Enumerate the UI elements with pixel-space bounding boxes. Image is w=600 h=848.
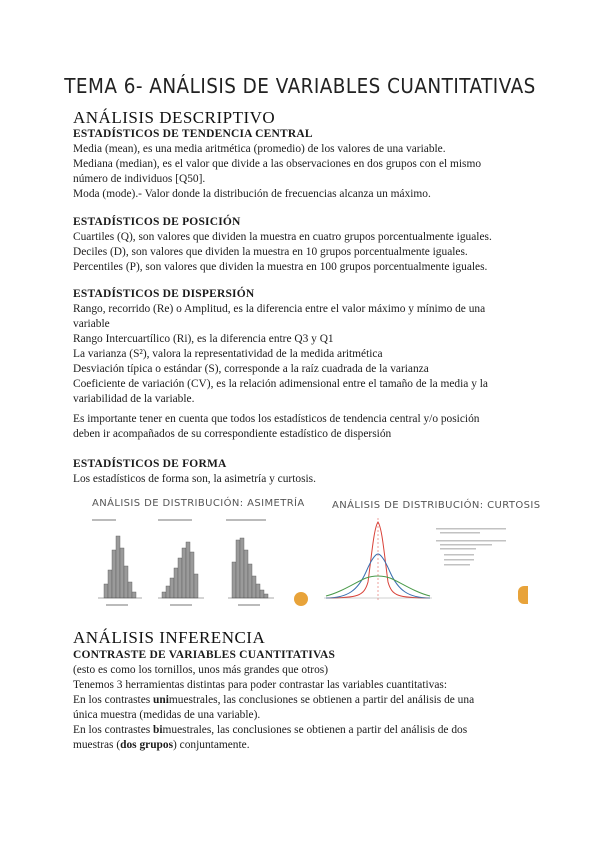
central-paragraph xyxy=(73,142,533,202)
text-line: única muestra (medidas de una variable). xyxy=(73,709,261,721)
text-line: (esto es como los tornillos, unos más grandes que otros) xyxy=(73,664,328,676)
figure-title: ANÁLISIS DE DISTRIBUCIÓN: CURTOSIS xyxy=(332,500,541,511)
text-line: Deciles (D), son valores que dividen la muestra en 10 grupos porcentualmente iguales. xyxy=(73,246,468,258)
text-line: En los contrastes bimuestrales, las conclusiones se obtienen a partir del análisis de dos xyxy=(73,724,468,736)
subheading-shape: ESTADÍSTICOS DE FORMA xyxy=(73,458,227,470)
text-line: La varianza (S²), valora la representatividad de la medida aritmética xyxy=(73,348,383,360)
subheading-dispersion: ESTADÍSTICOS DE DISPERSIÓN xyxy=(73,288,255,300)
text-line: Moda (mode).- Valor donde la distribución de frecuencias alcanza un máximo. xyxy=(73,188,431,200)
text-line: variabilidad de la variable. xyxy=(73,393,195,405)
text-line: Percentiles (P), son valores que dividen la muestra en 100 grupos porcentualmente iguales. xyxy=(73,261,488,273)
text-line: Rango Intercuartílico (Ri), es la diferencia entre Q3 y Q1 xyxy=(73,333,334,345)
text-line: Tenemos 3 herramientas distintas para poder contrastar las variables cuantitativas: xyxy=(73,679,448,691)
position-paragraph xyxy=(73,230,533,275)
page-title: TEMA 6- ANÁLISIS DE VARIABLES CUANTITATIVAS xyxy=(64,74,536,98)
subheading-central: ESTADÍSTICOS DE TENDENCIA CENTRAL xyxy=(73,128,313,140)
shape-line: Los estadísticos de forma son, la asimetría y curtosis. xyxy=(73,473,316,485)
text-line: Coeficiente de variación (CV), es la relación adimensional entre el tamaño de la media y la xyxy=(73,378,488,390)
text-line: Es importante tener en cuenta que todos los estadísticos de tendencia central y/o posición xyxy=(73,413,480,425)
section-heading-inferential: ANÁLISIS INFERENCIA xyxy=(73,628,266,647)
inferential-paragraph xyxy=(73,663,533,753)
text-line: Media (mean), es una media aritmética (promedio) de los valores de una variable. xyxy=(73,143,446,155)
brain-logo-icon xyxy=(518,586,528,604)
subheading-position: ESTADÍSTICOS DE POSICIÓN xyxy=(73,216,241,228)
text-line: Desviación típica o estándar (S), corresponde a la raíz cuadrada de la varianza xyxy=(73,363,429,375)
asymmetry-figure xyxy=(78,492,310,612)
kurtosis-curves-illustration xyxy=(318,492,528,612)
text-line: deben ir acompañados de su correspondiente estadístico de dispersión xyxy=(73,428,392,440)
dispersion-paragraph xyxy=(73,302,533,407)
figure-title: ANÁLISIS DE DISTRIBUCIÓN: ASIMETRÍA xyxy=(92,498,305,509)
text-line: Mediana (median), es el valor que divide a las observaciones en dos grupos con el mismo xyxy=(73,158,482,170)
text-line: Cuartiles (Q), son valores que dividen la muestra en cuatro grupos porcentualmente iguales. xyxy=(73,231,492,243)
section-heading-descriptive: ANÁLISIS DESCRIPTIVO xyxy=(73,108,276,127)
subheading-contrast: CONTRASTE DE VARIABLES CUANTITATIVAS xyxy=(73,649,336,661)
text-line: Rango, recorrido (Re) o Amplitud, es la diferencia entre el valor máximo y mínimo de una xyxy=(73,303,486,315)
text-line: número de individuos [Q50]. xyxy=(73,173,206,185)
brain-logo-icon xyxy=(294,592,308,606)
text-line: En los contrastes unimuestrales, las conclusiones se obtienen a partir del análisis de una xyxy=(73,694,475,706)
histograms-illustration xyxy=(78,492,310,612)
kurtosis-figure xyxy=(318,492,541,612)
text-line: muestras (dos grupos) conjuntamente. xyxy=(73,739,250,751)
text-line: variable xyxy=(73,318,110,330)
dispersion-note xyxy=(73,412,533,442)
